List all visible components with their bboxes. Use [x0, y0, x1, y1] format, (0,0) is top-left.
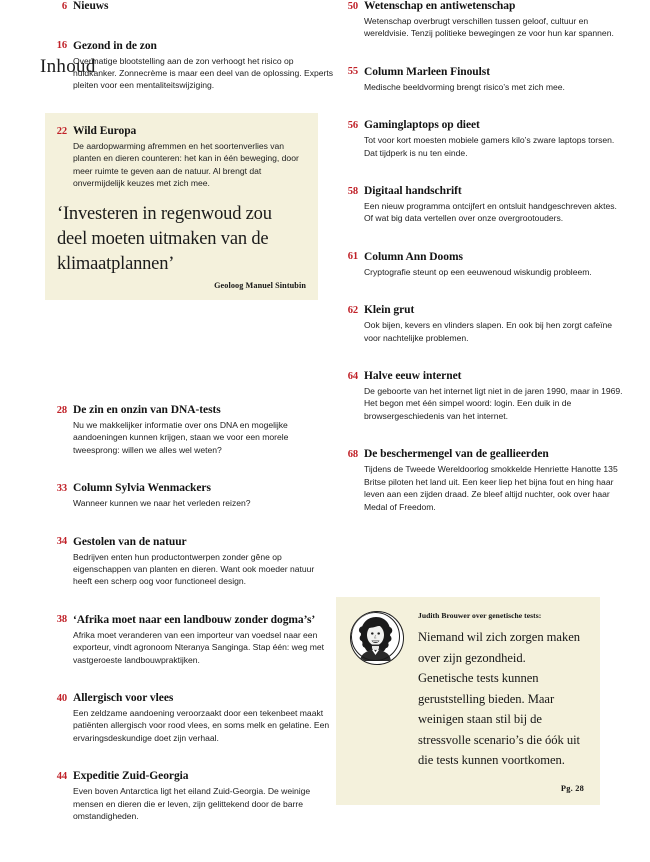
toc-entry-feature[interactable] [45, 125, 318, 190]
toc-entry[interactable] [45, 40, 335, 92]
spacer [45, 605, 335, 614]
toc-blurb: Ook bijen, kevers en vlinders slapen. En ook bij hen zorgt cafeïne voor nachtelijke problemen. [364, 320, 613, 343]
toc-blurb: Tot voor kort moesten mobiele gamers kilo’s zware laptops torsen. Dat tijdperk is nu ten einde. [364, 135, 615, 158]
toc-entry[interactable] [45, 770, 335, 822]
quote-card[interactable] [336, 597, 600, 805]
toc-entry[interactable] [336, 185, 626, 225]
toc-page-number: 68 [347, 448, 358, 460]
toc-page-number: 6 [61, 0, 67, 12]
toc-entry[interactable] [336, 66, 626, 93]
toc-page-number: 62 [347, 304, 358, 316]
toc-blurb: Tijdens de Tweede Wereldoorlog smokkelde Henriette Hanotte 135 Britse piloten het land uit. Een keer liep het bijna fout en hing haar leven aan een zijden draad. Ze bleef altijd nuchter, ook over haar Medal of Freedom. [364, 464, 618, 512]
toc-headline: Wetenschap en antiwetenschap [364, 0, 516, 12]
quote-body [418, 611, 584, 771]
toc-headline: Column Ann Dooms [364, 250, 463, 263]
toc-headline: Klein grut [364, 304, 415, 317]
toc-entry[interactable] [45, 614, 335, 666]
toc-blurb: Nu we makkelijker informatie over ons DNA en mogelijke aandoeningen kunnen krijgen, staan we voor een morele tweesprong: willen we alles wel weten? [73, 420, 289, 455]
page-title: Inhoud [40, 56, 96, 77]
toc-headline: Expeditie Zuid-Georgia [73, 770, 189, 783]
toc-entry[interactable] [336, 304, 626, 344]
toc-blurb: Medische beeldvorming brengt risico’s met zich mee. [364, 81, 565, 92]
toc-headline: ‘Afrika moet naar een landbouw zonder dogma’s’ [73, 613, 316, 626]
toc-blurb: Wetenschap overbrugt verschillen tussen geloof, cultuur en wereldvisie. Tenzij politieke bewegingen ze voor hun kar spannen. [364, 16, 614, 39]
toc-headline: Nieuws [73, 0, 109, 12]
toc-entry[interactable] [45, 536, 335, 588]
spacer [336, 242, 626, 251]
toc-headline: Halve eeuw internet [364, 370, 462, 383]
spacer [336, 110, 626, 119]
spacer [45, 761, 335, 770]
spacer [45, 31, 335, 40]
right-column [336, 0, 626, 530]
toc-headline: Column Sylvia Wenmackers [73, 482, 211, 495]
toc-blurb: Even boven Antarctica ligt het eiland Zuid-Georgia. De weinige mensen en dieren die er leven, zijn gelittekend door de barre omstandigheden. [73, 786, 311, 822]
toc-headline: Gezond in de zon [73, 39, 157, 52]
toc-headline: Gaminglaptops op dieet [364, 119, 480, 132]
toc-headline: Digitaal handschrift [364, 185, 462, 198]
toc-entry[interactable] [45, 404, 335, 456]
avatar [350, 611, 404, 665]
toc-entry[interactable] [45, 0, 335, 14]
toc-page-number: 56 [347, 119, 358, 131]
toc-page-number: 58 [347, 185, 358, 197]
toc-entry[interactable] [336, 0, 626, 40]
toc-page-number: 33 [56, 482, 67, 494]
left-column [45, 0, 335, 109]
toc-page-number: 38 [56, 614, 67, 626]
toc-blurb: Afrika moet veranderen van een importeur van voedsel naar een exporteur, vindt agronoom Nteranya Sanginga. Stap één: weg met vastgeroeste landbouwpraktijken. [73, 629, 325, 665]
quote-page-reference: Pg. 28 [560, 784, 584, 793]
toc-page-number: 44 [56, 770, 67, 782]
toc-page-number: 61 [347, 251, 358, 263]
toc-page-number: 28 [56, 404, 67, 416]
toc-blurb: Cryptografie steunt op een eeuwenoud wiskundig probleem. [364, 266, 592, 277]
quote-text: Niemand wil zich zorgen maken over zijn gezondheid. Genetische tests kunnen geruststelling bieden. Maar weinigen staan stil bij de stressvolle scenario’s die óók uit die tests kunnen voortkomen. [418, 630, 580, 767]
feature-pullquote: ‘Investeren in regenwoud zou deel moeten uitmaken van de klimaatplannen’ [57, 203, 272, 274]
toc-headline: Gestolen van de natuur [73, 535, 187, 548]
toc-blurb: Bedrijven enten hun productontwerpen zonder gêne op eigenschappen van planten en dieren. Want ook moeder natuur heeft een scherp oog voor functioneel design. [73, 551, 315, 587]
toc-page-number: 55 [347, 66, 358, 78]
toc-entry[interactable] [336, 448, 626, 513]
toc-page-number: 22 [56, 125, 67, 137]
toc-blurb: Overmatige blootstelling aan de zon verhoogt het risico op huidkanker. Zonnecrème is maar een deel van de oplossing. Experts pleiten voor een mentaliteitswijziging. [73, 55, 334, 91]
toc-headline: De beschermengel van de geallieerden [364, 448, 549, 461]
quote-kicker: Judith Brouwer over genetische tests: [418, 611, 542, 620]
spacer [336, 176, 626, 185]
toc-page-number: 50 [347, 0, 358, 12]
toc-headline: Allergisch voor vlees [73, 692, 174, 705]
toc-page-number: 34 [56, 536, 67, 548]
feature-pullquote-attribution: Geoloog Manuel Sintubin [214, 280, 306, 290]
toc-blurb: De geboorte van het internet ligt niet in de jaren 1990, maar in 1969. Het begon met één simpel woord: login. Een duik in de browsergeschiedenis van het internet. [364, 386, 623, 421]
spacer [336, 361, 626, 370]
toc-blurb: Een zeldzame aandoening veroorzaakt door een tekenbeet maakt patiënten allergisch voor rood vlees, en soms melk en gelatine. Een ervaringsdeskundige doet zijn verhaal. [73, 708, 330, 743]
spacer [336, 439, 626, 448]
spacer [336, 57, 626, 66]
toc-headline: Wild Europa [73, 125, 137, 137]
spacer [336, 295, 626, 304]
feature-highlight-box[interactable] [45, 113, 318, 300]
spacer [45, 683, 335, 692]
toc-headline: Column Marleen Finoulst [364, 65, 490, 78]
toc-entry[interactable] [336, 119, 626, 159]
toc-blurb: De aardopwarming afremmen en het soortenverlies van planten en dieren counteren: het kan in één beweging, door meer ruimte te geven aan de natuur. Al brengt dat onvermijdelijk keuzes met zich mee. [73, 141, 299, 189]
toc-headline: De zin en onzin van DNA-tests [73, 404, 221, 416]
toc-entry[interactable] [336, 251, 626, 278]
spacer [45, 527, 335, 536]
portrait-avatar-icon [351, 612, 400, 661]
toc-entry[interactable] [45, 692, 335, 744]
toc-page-number: 40 [56, 692, 67, 704]
toc-blurb: Een nieuw programma ontcijfert en ontsluit handgeschreven aktes. Of wat big data vertellen over onze overgrootouders. [364, 201, 617, 224]
toc-blurb: Wanneer kunnen we naar het verleden reizen? [73, 498, 251, 509]
spacer [45, 473, 335, 482]
toc-entry[interactable] [336, 370, 626, 422]
left-column-continued [45, 404, 335, 840]
toc-entry[interactable] [45, 482, 335, 509]
toc-page-number: 64 [347, 370, 358, 382]
toc-page-number: 16 [56, 40, 67, 51]
